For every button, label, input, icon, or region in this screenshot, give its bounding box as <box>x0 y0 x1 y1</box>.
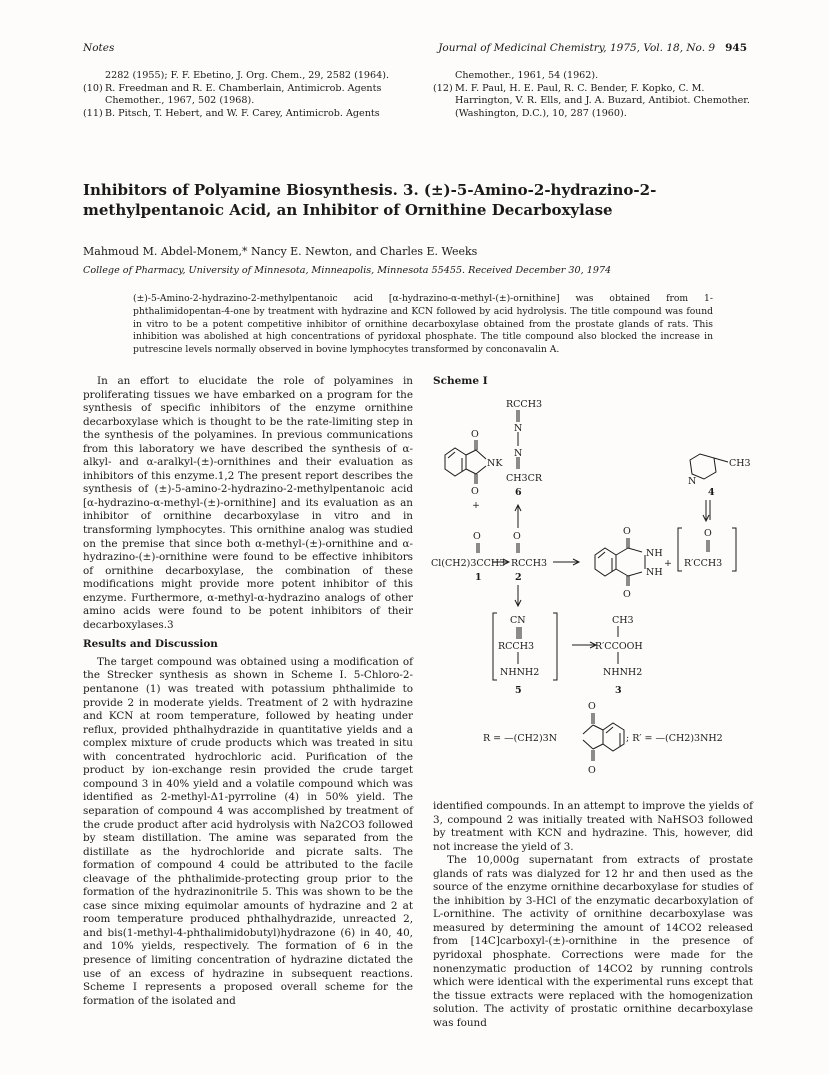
label-plus: + <box>472 500 480 511</box>
label-oxygen: O <box>623 589 631 600</box>
label-oxygen: O <box>513 531 521 542</box>
compound-number-3: 3 <box>615 685 622 696</box>
reference-item: (12) M. F. Paul, H. E. Paul, R. C. Bender, F. Kopko, C. M. Harrington, V. R. Ells, and J. A. Buzard, Antibiot. Chemother. (Washington, D.C.), 10, 287 (1960). <box>433 82 750 119</box>
label-nhnh2: NHNH2 <box>500 667 540 678</box>
label-oxygen: O <box>704 528 712 539</box>
reference-item: 2282 (1955); F. F. Ebetino, J. Org. Chem., 29, 2582 (1964). <box>105 70 390 81</box>
r-definition: R = —(CH2)3N <box>483 733 558 744</box>
label-rcch3: RCCH3 <box>506 399 543 410</box>
label-n: N <box>514 423 523 434</box>
article-title: Inhibitors of Polyamine Biosynthesis. 3. (±)-5-Amino-2-hydrazino-2-methylpentanoic Acid, an Inhibitor of Ornithine Decarboxylase <box>83 181 657 219</box>
label-ch3cr: CH3CR <box>506 473 543 484</box>
reference-item: Chemother., 1961, 54 (1962). <box>455 70 599 81</box>
label-oxygen: O <box>471 429 479 440</box>
section-heading: Results and Discussion <box>83 638 218 651</box>
label-rcch3: RCCH3 <box>511 558 548 569</box>
journal-citation: Journal of Medicinal Chemistry, 1975, Vol. 18, No. 9 <box>438 42 716 54</box>
compound-number-1: 1 <box>475 572 482 583</box>
label-nk: NK <box>487 458 503 469</box>
right-column <box>433 800 753 1030</box>
label-chloropentanone: Cl(CH2)3CCH3 <box>431 558 506 569</box>
label-rcch3: RCCH3 <box>498 641 535 652</box>
author-list: Mahmoud M. Abdel-Monem,* Nancy E. Newton, and Charles E. Weeks <box>83 245 478 258</box>
label-oxygen: O <box>588 765 596 776</box>
results-paragraph: The target compound was obtained using a modification of the Strecker synthesis as shown in Scheme I. 5-Chloro-2-pentanone (1) was treated with potassium phthalimide to provide 2 in moderate yields. Treatment of 2 with hydrazine and KCN at room temperature, followed by heating under reflux, provided phthalhydrazide in quantitative yields and a complex mixture of crude products which was treated in situ with concentrated hydrochloric acid. Purification of the product by ion-exchange resin provided the crude target compound 3 in 40% yield and a volatile compound which was identified as 2-methyl-Δ1-pyrroline (4) in 50% yield. The separation of compound 4 was accomplished by treatment of the crude product after acid hydrolysis with Na2CO3 followed by steam distillation. The amine was separated from the distillate as the hydrochloride and picrate salts. The formation of compound 4 could be attributed to the facile cleavage of the phthalimide-protecting group prior to the formation of the hydrazinonitrile 5. This was shown to be the case since mixing equimolar amounts of hydrazine and 2 at room temperature produced phthalhydrazide, unreacted 2, and bis(1-methyl-4-phthalimidobutyl)hydrazone (6) in 40, 40, and 10% yields, respectively. The formation of 6 in the presence of limiting concentration of hydrazine dictated the use of an excess of hydrazine in subsequent reactions. Scheme I represents a proposed overall scheme for the formation of the isolated and <box>83 655 413 1007</box>
label-oxygen: O <box>471 486 479 497</box>
reference-item: (10) R. Freedman and R. E. Chamberlain, Antimicrob. Agents Chemother., 1967, 502 (1968). <box>83 82 382 106</box>
rprime-definition: ; R′ = —(CH2)3NH2 <box>626 733 723 744</box>
compound-number-6: 6 <box>515 487 522 498</box>
body-paragraph: The 10,000g supernatant from extracts of prostate glands of rats was dialyzed for 12 hr and then used as the source of the enzyme ornithine decarboxylase for studies of the inhibition by 3-HCl of the enzymatic decarboxylation of L-ornithine. The activity of ornithine decarboxylase was measured by determining the amount of 14CO2 released from [14C]carboxyl-(±)-ornithine in the presence of pyridoxal phosphate. Corrections were made for the nonenzymatic production of 14CO2 by running controls which were identical with the experimental runs except that the tissue extracts were replaced with the homogenization solution. The activity of prostatic ornithine decarboxylase was found <box>433 854 753 1029</box>
label-nh: NH <box>646 548 663 559</box>
label-plus: + <box>664 558 672 569</box>
label-nh: NH <box>646 567 663 578</box>
label-oxygen: O <box>588 701 596 712</box>
label-n: N <box>514 448 523 459</box>
page-number: 945 <box>725 42 747 54</box>
label-nhnh2: NHNH2 <box>603 667 643 678</box>
reference-item: (11) B. Pitsch, T. Hebert, and W. F. Carey, Antimicrob. Agents <box>83 107 380 119</box>
left-column <box>83 375 413 1008</box>
references-left <box>83 70 413 120</box>
label-ch3: CH3 <box>729 458 751 469</box>
compound-number-2: 2 <box>515 572 522 583</box>
label-n: N <box>688 476 697 487</box>
compound-number-4: 4 <box>708 487 715 498</box>
compound-number-5: 5 <box>515 685 522 696</box>
scheme-title: Scheme I <box>433 375 488 387</box>
references-right <box>433 70 753 120</box>
label-oxygen: O <box>473 531 481 542</box>
scheme-diagram <box>425 385 765 785</box>
running-header-left: Notes <box>83 42 115 54</box>
intro-paragraph: In an effort to elucidate the role of polyamines in proliferating tissues we have embarked on a program for the synthesis of specific inhibitors of the enzyme ornithine decarboxylase which is thought to be the rate-limiting step in the synthesis of the polyamines. In previous communications from this laboratory we have described the synthesis of α-alkyl- and α-aralkyl-(±)-ornithines and their evaluation as inhibitors of this enzyme.1,2 The present report describes the synthesis of (±)-5-amino-2-hydrazino-2-methylpentanoic acid [α-hydrazino-α-methyl-(±)-ornithine] and its evaluation as an inhibitor of ornithine decarboxylase in vitro and in transforming lymphocytes. This ornithine analog was studied on the premise that since both α-methyl-(±)-ornithine and α-hydrazino-(±)-ornithine were found to be effective inhibitors of ornithine decarboxylase, the combination of these modifications might provide more potent inhibitor of this enzyme. Furthermore, α-methyl-α-hydrazino analogs of other amino acids were found to be potent inhibitors of their decarboxylases.3 <box>83 375 413 631</box>
abstract: (±)-5-Amino-2-hydrazino-2-methylpentanoic acid [α-hydrazino-α-methyl-(±)-ornithine] was obtained from 1-phthalimidopentan-4-one by treatment with hydrazine and KCN followed by acid hydrolysis. The title compound was found in vitro to be a potent competitive inhibitor of ornithine decarboxylase obtained from the prostate glands of rats. This inhibition was abolished at high concentrations of pyridoxal phosphate. The title compound also blocked the increase in putrescine levels normally observed in bovine lymphocytes transformed by conconavalin A. <box>133 293 713 356</box>
label-rprime-ccooh: R′CCOOH <box>595 641 643 652</box>
label-rprime-cch3: R′CCH3 <box>684 558 723 569</box>
body-paragraph: identified compounds. In an attempt to improve the yields of 3, compound 2 was initially treated with NaHSO3 followed by treatment with KCN and hydrazine. This, however, did not increase the yield of 3. <box>433 800 753 853</box>
label-cn: CN <box>510 615 526 626</box>
label-ch3: CH3 <box>612 615 634 626</box>
running-header-right <box>438 42 747 54</box>
label-oxygen: O <box>623 526 631 537</box>
affiliation: College of Pharmacy, University of Minnesota, Minneapolis, Minnesota 55455. Received December 30, 1974 <box>83 265 612 276</box>
